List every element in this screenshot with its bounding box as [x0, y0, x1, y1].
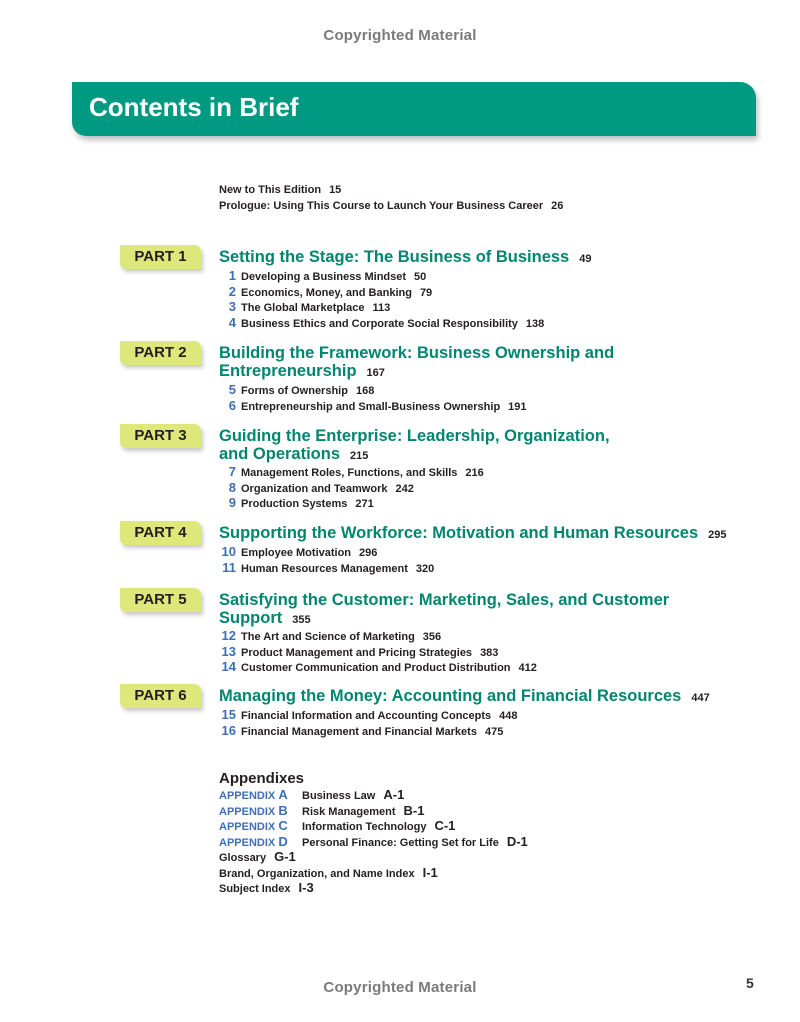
- chapter-item[interactable]: [219, 496, 484, 512]
- chapter-title: Financial Management and Financial Markets: [241, 725, 477, 738]
- chapter-number: 11: [222, 559, 236, 575]
- chapter-number: 14: [221, 659, 236, 675]
- chapter-item[interactable]: [219, 545, 434, 561]
- appendix-page: C-1: [434, 818, 456, 833]
- chapter-number: 1: [228, 268, 236, 283]
- part-title-text: Supporting the Workforce: Motivation and Human Resources: [219, 524, 699, 542]
- back-matter-page: I-3: [298, 880, 314, 895]
- front-matter-item[interactable]: [219, 198, 563, 214]
- chapter-title: Forms of Ownership: [241, 385, 348, 397]
- appendix-page: D-1: [506, 833, 528, 849]
- chapter-title: Production Systems: [241, 498, 348, 511]
- chapter-number: 13: [221, 643, 236, 659]
- chapter-page: 79: [419, 286, 433, 299]
- chapter-title: Employee Motivation: [241, 547, 352, 559]
- chapter-title: Economics, Money, and Banking: [241, 286, 412, 299]
- part-title[interactable]: [219, 248, 591, 268]
- appendix-label: [219, 788, 302, 804]
- chapter-number: 4: [228, 314, 236, 330]
- chapter-item[interactable]: [219, 285, 544, 301]
- part-badge: PART 5: [120, 588, 201, 612]
- appendix-item[interactable]: [219, 819, 528, 835]
- part-title-text: Guiding the Enterprise: Leadership, Organization,: [219, 427, 610, 445]
- appendix-title: Personal Finance: Getting Set for Life: [302, 836, 499, 849]
- appendix-label: [219, 819, 302, 835]
- chapter-page: 475: [484, 725, 504, 738]
- appendix-item[interactable]: [219, 804, 528, 820]
- part-title[interactable]: [219, 687, 710, 707]
- chapter-item[interactable]: [219, 383, 527, 399]
- part-page: 355: [292, 614, 311, 626]
- back-matter-page: G-1: [274, 849, 296, 864]
- chapter-title: Financial Information and Accounting Concepts: [241, 710, 492, 722]
- chapter-list: [219, 545, 434, 576]
- part-title[interactable]: [219, 524, 727, 544]
- chapter-title: Organization and Teamwork: [241, 482, 388, 495]
- entry-title: New to This Edition: [219, 184, 322, 196]
- back-matter-title: Brand, Organization, and Name Index: [219, 867, 415, 880]
- part-title-text: Entrepreneurship: [219, 362, 357, 380]
- part-page: 447: [691, 692, 710, 704]
- back-matter-item[interactable]: [219, 850, 528, 866]
- chapter-page: 271: [355, 498, 374, 511]
- chapter-number: 9: [228, 495, 236, 511]
- chapter-page: 320: [415, 562, 435, 575]
- appendix-label: [219, 835, 302, 851]
- chapter-item[interactable]: [219, 300, 544, 316]
- appendix-item[interactable]: [219, 788, 528, 804]
- chapter-page: 383: [480, 646, 499, 659]
- chapter-list: [219, 629, 537, 676]
- part-title[interactable]: [219, 344, 614, 382]
- chapter-page: 50: [414, 271, 427, 283]
- chapter-title: Product Management and Pricing Strategies: [241, 646, 473, 659]
- entry-page: 15: [329, 184, 342, 196]
- part-badge: PART 6: [120, 684, 201, 708]
- appendixes-section: [219, 770, 528, 897]
- appendix-word: APPENDIX: [219, 821, 276, 833]
- chapter-item[interactable]: [219, 724, 518, 740]
- chapter-number: 8: [228, 479, 236, 495]
- appendix-item[interactable]: [219, 835, 528, 851]
- back-matter-item[interactable]: [219, 881, 528, 897]
- chapter-item[interactable]: [219, 316, 544, 332]
- part-badge: PART 3: [120, 424, 201, 448]
- chapter-page: 356: [422, 631, 442, 643]
- appendix-label: [219, 804, 302, 820]
- part-title-text: Satisfying the Customer: Marketing, Sales, and Customer: [219, 591, 670, 609]
- part-title[interactable]: [219, 427, 610, 465]
- appendix-title: Information Technology: [302, 821, 427, 833]
- chapter-item[interactable]: [219, 399, 527, 415]
- chapter-title: Human Resources Management: [241, 562, 408, 575]
- chapter-page: 448: [499, 710, 518, 722]
- page-title: Contents in Brief: [89, 92, 299, 122]
- chapter-page: 412: [518, 662, 537, 675]
- chapter-page: 138: [525, 317, 545, 330]
- chapter-title: Management Roles, Functions, and Skills: [241, 467, 458, 479]
- part-badge: PART 1: [120, 245, 201, 269]
- chapter-item[interactable]: [219, 561, 434, 577]
- chapter-title: Customer Communication and Product Distribution: [241, 662, 511, 675]
- chapter-page: 296: [359, 547, 378, 559]
- chapter-number: 16: [221, 722, 236, 738]
- appendix-letter: D: [278, 833, 288, 849]
- chapter-list: [219, 269, 544, 331]
- chapter-list: [219, 708, 518, 739]
- chapter-item[interactable]: [219, 708, 518, 724]
- entry-title: Prologue: Using This Course to Launch Your Business Career: [219, 200, 544, 212]
- chapter-title: Entrepreneurship and Small-Business Ownership: [241, 400, 501, 413]
- front-matter-item[interactable]: [219, 182, 563, 198]
- appendix-word: APPENDIX: [219, 790, 276, 802]
- appendix-letter: C: [278, 818, 288, 833]
- chapter-title: Developing a Business Mindset: [241, 271, 407, 283]
- chapter-item[interactable]: [219, 629, 537, 645]
- chapter-item[interactable]: [219, 660, 537, 676]
- chapter-title: Business Ethics and Corporate Social Responsibility: [241, 317, 518, 330]
- back-matter-page: I-1: [422, 864, 438, 880]
- chapter-list: [219, 465, 484, 512]
- chapter-page: 168: [355, 385, 375, 397]
- appendix-letter: A: [278, 787, 288, 802]
- chapter-title: The Global Marketplace: [241, 302, 365, 315]
- chapter-number: 7: [228, 464, 236, 479]
- chapter-number: 15: [221, 707, 236, 722]
- appendix-word: APPENDIX: [219, 836, 276, 849]
- chapter-number: 5: [228, 382, 236, 397]
- part-title-text: and Operations: [219, 445, 341, 463]
- back-matter-title: Subject Index: [219, 883, 291, 895]
- contents-banner: [72, 82, 756, 136]
- part-title-text: Support: [219, 609, 283, 627]
- appendix-page: B-1: [403, 802, 425, 818]
- chapter-number: 3: [228, 299, 236, 315]
- part-page: 167: [366, 367, 385, 379]
- part-badge: PART 2: [120, 341, 201, 365]
- part-title-text: Setting the Stage: The Business of Business: [219, 248, 570, 266]
- back-matter-item[interactable]: [219, 866, 528, 882]
- chapter-number: 2: [228, 283, 236, 299]
- appendix-title: Business Law: [302, 790, 376, 802]
- chapter-list: [219, 383, 527, 414]
- part-title-text: Building the Framework: Business Ownership and: [219, 344, 615, 362]
- chapter-number: 10: [221, 544, 236, 559]
- part-page: 215: [350, 450, 369, 462]
- copyright-notice-top: Copyrighted Material: [323, 27, 477, 44]
- chapter-page: 242: [395, 482, 414, 495]
- chapter-item[interactable]: [219, 269, 544, 285]
- chapter-page: 216: [465, 467, 484, 479]
- chapter-number: 6: [228, 397, 236, 413]
- part-page: 295: [708, 529, 727, 541]
- page-number: 5: [746, 975, 754, 991]
- back-matter-title: Glossary: [219, 852, 267, 864]
- part-page: 49: [579, 253, 592, 265]
- appendix-page: A-1: [383, 787, 405, 802]
- copyright-notice-bottom: Copyrighted Material: [323, 979, 477, 996]
- part-title[interactable]: [219, 591, 669, 629]
- chapter-title: The Art and Science of Marketing: [241, 631, 415, 643]
- appendixes-heading: Appendixes: [219, 770, 305, 787]
- chapter-page: 191: [508, 400, 527, 413]
- chapter-item[interactable]: [219, 645, 537, 661]
- part-title-text: Managing the Money: Accounting and Financial Resources: [219, 687, 682, 705]
- chapter-page: 113: [372, 302, 391, 315]
- appendix-letter: B: [278, 802, 288, 818]
- chapter-number: 12: [221, 628, 236, 643]
- appendix-word: APPENDIX: [219, 805, 276, 818]
- chapter-item[interactable]: [219, 465, 484, 481]
- chapter-item[interactable]: [219, 481, 484, 497]
- part-badge: PART 4: [120, 521, 201, 545]
- appendix-title: Risk Management: [302, 805, 396, 818]
- front-matter-list: [219, 182, 563, 214]
- entry-page: 26: [551, 200, 564, 212]
